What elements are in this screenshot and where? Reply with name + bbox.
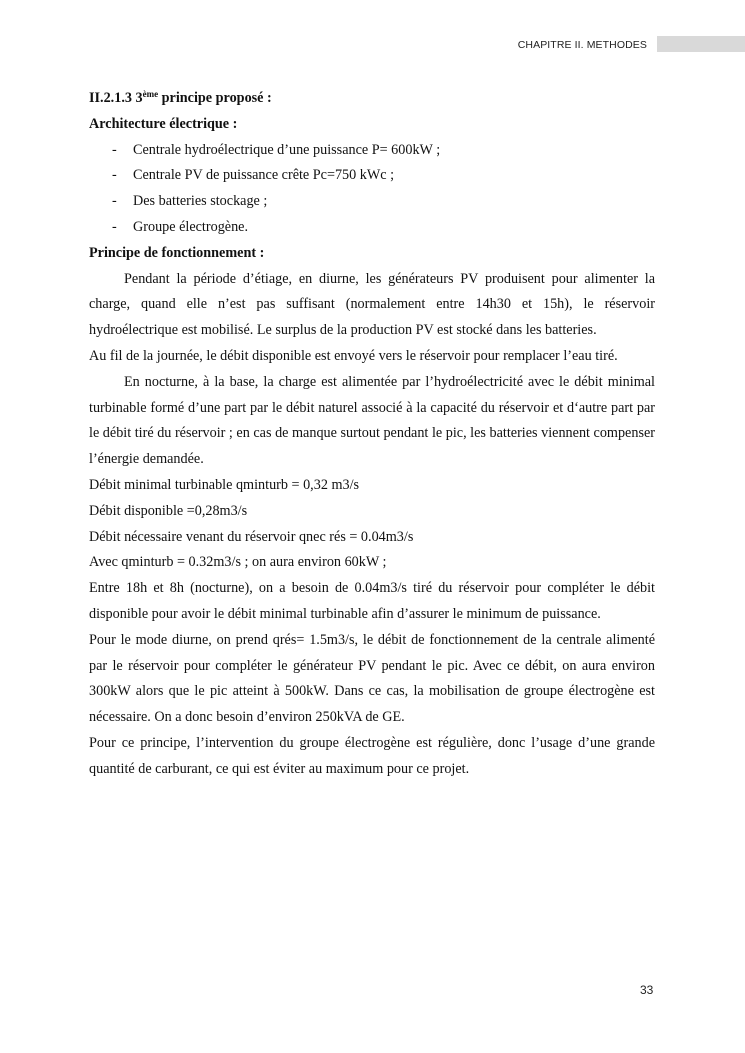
paragraph: Au fil de la journée, le débit disponible est envoyé vers le réservoir pour remplacer l’eau tiré.	[89, 347, 618, 364]
header-bar	[657, 36, 745, 52]
paragraph: Pour le mode diurne, on prend qrés= 1.5m3/s, le débit de fonctionnement de la centrale alimenté par le réservoir pour compléter le générateur PV pendant le pic. Avec ce débit, on aura environ 300kW alors que le pic atteint à 500kW. Dans ce cas, la mobilisation de groupe électrogène est nécessaire. On a donc besoin d’environ 250kVA de GE.	[89, 631, 655, 726]
paragraph: En nocturne, à la base, la charge est alimentée par l’hydroélectricité avec le débit minimal turbinable formé d’une part par le débit naturel associé à la capacité du réservoir et d‘autre part par le débit tiré du réservoir ; en cas de manque surtout pendant le pic, les batteries viennent compenser l’énergie demandée.	[89, 373, 655, 468]
paragraph: Débit minimal turbinable qminturb = 0,32 m3/s	[89, 476, 360, 493]
list-item: - Centrale hydroélectrique d’une puissance P= 600kW ;	[112, 141, 441, 158]
page-header	[0, 36, 745, 56]
paragraph: Débit disponible =0,28m3/s	[89, 502, 248, 519]
paragraph: Entre 18h et 8h (nocturne), on a besoin de 0.04m3/s tiré du réservoir pour compléter le débit disponible pour avoir le débit minimal turbinable afin d’assurer le minimum de puissance.	[89, 580, 655, 622]
principe-heading: Principe de fonctionnement :	[89, 244, 265, 261]
paragraph: Pour ce principe, l’intervention du groupe électrogène est régulière, donc l’usage d’une grande quantité de carburant, ce qui est éviter au maximum pour ce projet.	[89, 734, 655, 777]
list-item: - Groupe électrogène.	[112, 218, 249, 235]
list-item: - Des batteries stockage ;	[112, 193, 268, 210]
section-heading	[89, 86, 655, 112]
document-body	[89, 86, 655, 783]
paragraph: Débit nécessaire venant du réservoir qnec rés = 0.04m3/s	[89, 528, 414, 545]
section-ordinal-sup: ème	[142, 89, 159, 99]
list-item: - Centrale PV de puissance crête Pc=750 kWc ;	[112, 167, 395, 184]
page-number: 33	[640, 983, 654, 997]
architecture-heading: Architecture électrique :	[89, 115, 238, 132]
section-ordinal: 3	[135, 90, 143, 106]
paragraph: Avec qminturb = 0.32m3/s ; on aura environ 60kW ;	[89, 554, 387, 571]
chapter-title: CHAPITRE II. METHODES	[517, 39, 647, 51]
section-title: principe proposé :	[161, 90, 272, 106]
paragraph: Pendant la période d’étiage, en diurne, les générateurs PV produisent pour alimenter la charge, quand elle n’est pas suffisant (normalement entre 14h30 et 15h), le réservoir hydroélectrique est mobilisé. Le surplus de la production PV est stocké dans les batteries.	[89, 270, 655, 339]
section-number: II.2.1.3	[89, 90, 132, 106]
